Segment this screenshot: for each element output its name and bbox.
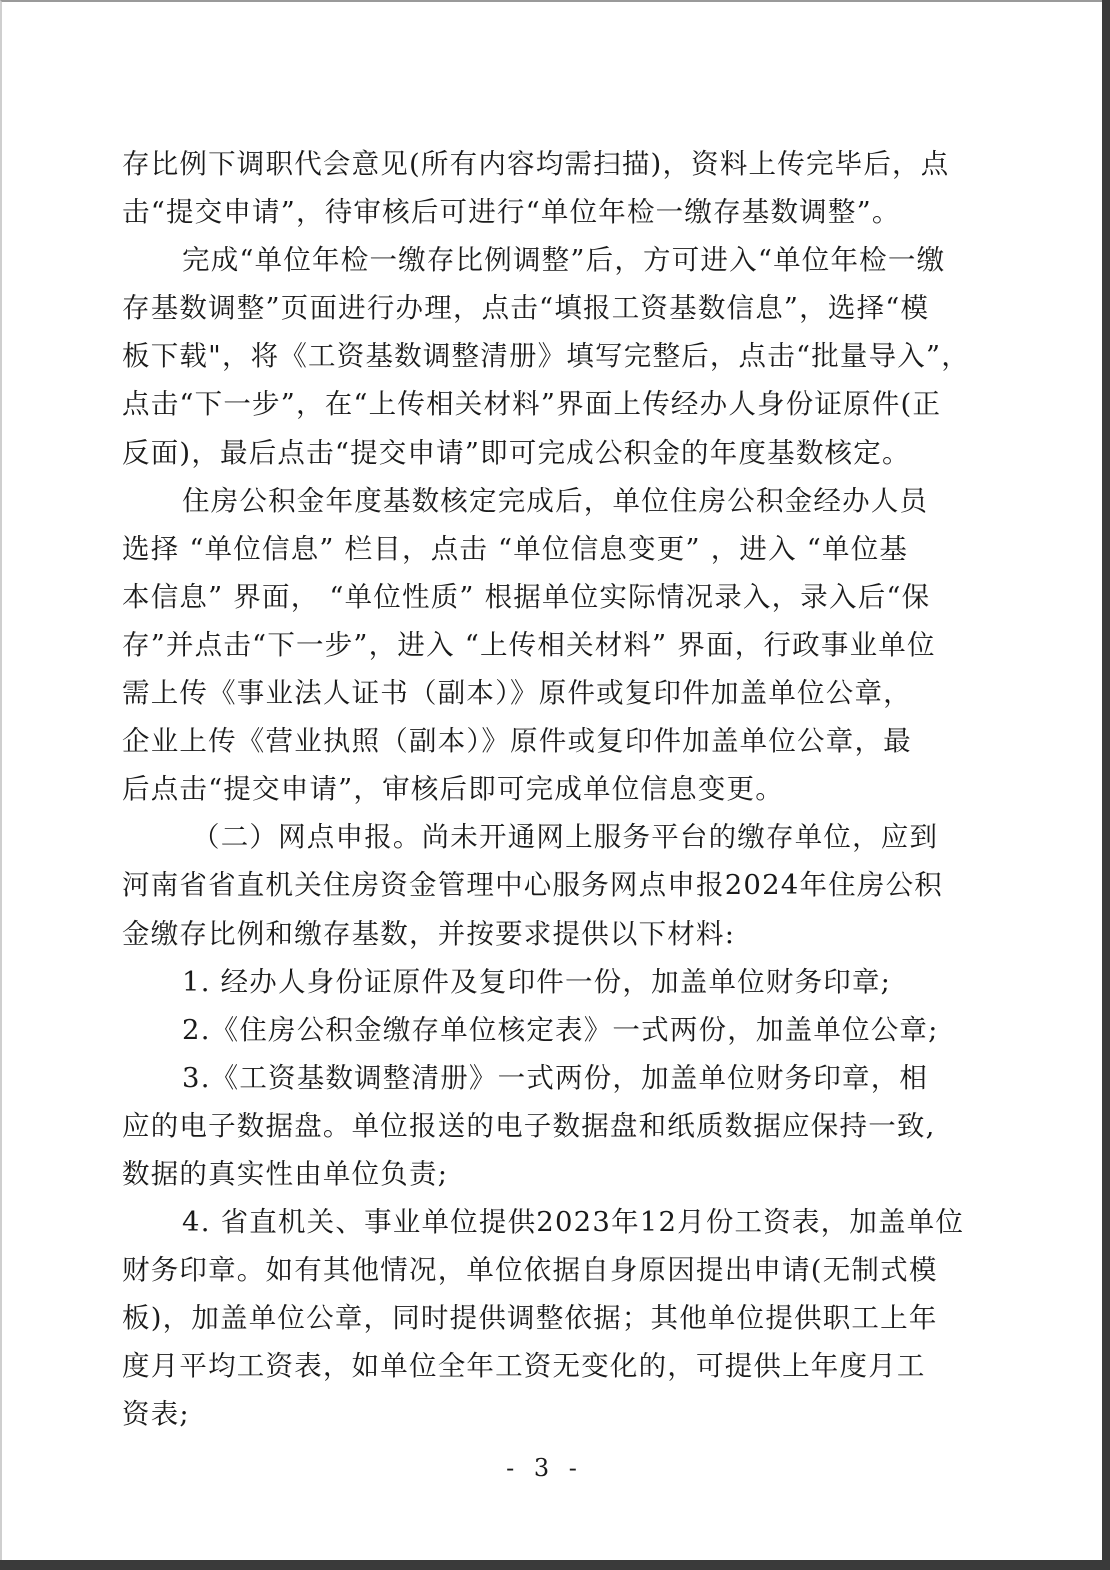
text-line: 应的电子数据盘。单位报送的电子数据盘和纸质数据应保持一致,: [122, 1109, 936, 1142]
document-body: [122, 140, 972, 1439]
text-line: 击“提交申请”，待审核后可进行“单位年检一缴存基数调整”。: [122, 196, 901, 229]
text-line: 完成“单位年检一缴存比例调整”后，方可进入“单位年检一缴: [182, 244, 946, 277]
text-line: 金缴存比例和缴存基数，并按要求提供以下材料:: [122, 917, 736, 950]
text-line: 反面)，最后点击“提交申请”即可完成公积金的年度基数核定。: [122, 436, 911, 469]
text-line: 后点击“提交申请”，审核后即可完成单位信息变更。: [122, 773, 784, 806]
text-line: 财务印章。如有其他情况，单位依据自身原因提出申请(无制式模: [122, 1254, 938, 1287]
text-line: 本信息” 界面， “单位性质” 根据单位实际情况录入，录入后“保: [122, 580, 931, 613]
list-item-line: 3.《工资基数调整清册》一式两份，加盖单位财务印章，相: [182, 1061, 929, 1094]
text-line: 选择 “单位信息” 栏目，点击 “单位信息变更” ，进入 “单位基: [122, 532, 909, 565]
list-item-line: 2.《住房公积金缴存单位核定表》一式两份，加盖单位公章;: [182, 1013, 939, 1046]
text-line: 度月平均工资表，如单位全年工资无变化的，可提供上年度月工: [122, 1350, 926, 1383]
text-line: 板)，加盖单位公章，同时提供调整依据；其他单位提供职工上年: [122, 1302, 938, 1335]
section-heading-line: （二）网点申报。尚未开通网上服务平台的缴存单位，应到: [192, 821, 939, 854]
text-line: 企业上传《营业执照（副本）》原件或复印件加盖单位公章，最: [122, 725, 912, 758]
list-item-line: 4. 省直机关、事业单位提供2023年12月份工资表，加盖单位: [182, 1206, 965, 1239]
text-line: 存”并点击“下一步”，进入 “上传相关材料” 界面，行政事业单位: [122, 628, 936, 661]
text-line: 住房公积金年度基数核定完成后，单位住房公积金经办人员: [182, 484, 929, 517]
text-line: 存比例下调职代会意见(所有内容均需扫描)，资料上传完毕后，点: [122, 148, 950, 180]
page-number: - 3 -: [506, 1454, 583, 1482]
text-line: 河南省省直机关住房资金管理中心服务网点申报2024年住房公积: [122, 869, 943, 902]
list-item-line: 1. 经办人身份证原件及复印件一份，加盖单位财务印章;: [182, 965, 892, 998]
text-line: 资表;: [122, 1398, 190, 1431]
text-line: 数据的真实性由单位负责;: [122, 1157, 449, 1190]
text-line: 板下载"，将《工资基数调整清册》填写完整后，点击“批量导入”，: [122, 340, 970, 373]
text-line: 点击“下一步”，在“上传相关材料”界面上传经办人身份证原件(正: [122, 388, 942, 421]
text-line: 需上传《事业法人证书（副本）》原件或复印件加盖单位公章，: [122, 677, 912, 710]
text-line: 存基数调整”页面进行办理，点击“填报工资基数信息”，选择“模: [122, 292, 930, 325]
